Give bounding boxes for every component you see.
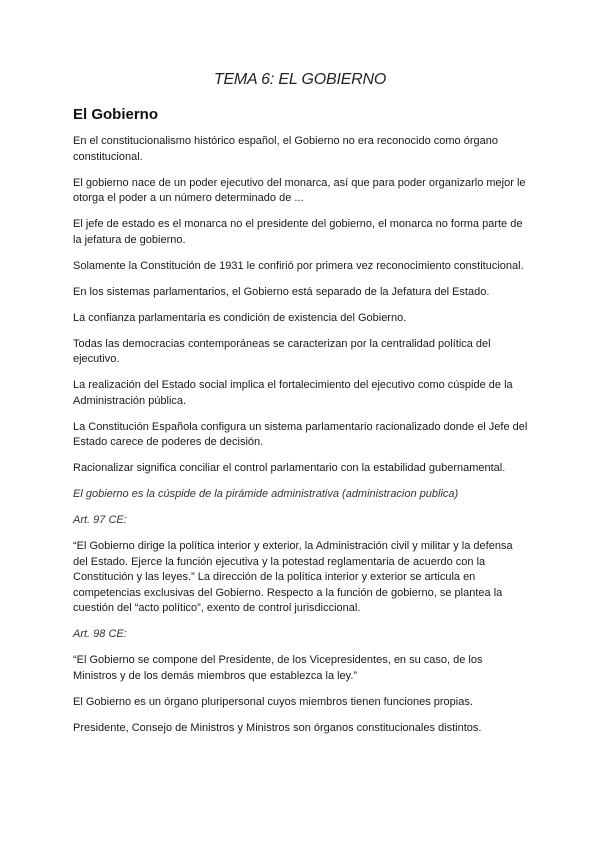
article-quote: “El Gobierno dirige la política interior y exterior, la Administración civil y militar y la defensa del Estado. Ejerce la función ejecutiva y la potestad reglamentaria de acuerdo con la Constitución y las leyes.” La dirección de la política interior y exterior se articula en competencias exclusivas del Gobierno. Respecto a la función de gobierno, se plantea la cuestión del “acto político”, exento de control jurisdiccional. [73,540,513,614]
paragraph: La realización del Estado social implica el fortalecimiento del ejecutivo como cúspide de la Administración pública. [73,379,513,407]
article-label: Art. 98 CE: [73,628,127,640]
paragraph: La Constitución Española configura un sistema parlamentario racionalizado donde el Jefe del Estado carece de poderes de decisión. [73,420,528,448]
document-body [73,134,529,747]
paragraph: En el constitucionalismo histórico español, el Gobierno no era reconocido como órgano constitucional. [73,135,498,163]
italic-subheading: El gobierno es la cúspide de la pirámide administrativa (administracion publica) [73,488,459,500]
paragraph: El Gobierno es un órgano pluripersonal cuyos miembros tienen funciones propias. [73,695,473,708]
paragraph: Todas las democracias contemporáneas se caracterizan por la centralidad política del ejecutivo. [73,337,491,365]
paragraph: Presidente, Consejo de Ministros y Ministros son órganos constitucionales distintos. [73,721,482,734]
paragraph: Racionalizar significa conciliar el control parlamentario con la estabilidad gubernamental. [73,462,506,474]
paragraph: La confianza parlamentaria es condición de existencia del Gobierno. [73,311,407,324]
article-quote: “El Gobierno se compone del Presidente, de los Vicepresidentes, en su caso, de los Ministros y de los demás miembros que establezca la ley.” [73,654,483,682]
article-label: Art. 97 CE: [73,514,127,526]
document-title: TEMA 6: EL GOBIERNO [213,71,387,88]
paragraph: Solamente la Constitución de 1931 le confirió por primera vez reconocimiento constitucional. [73,259,524,272]
paragraph: El jefe de estado es el monarca no el presidente del gobierno, el monarca no forma parte de la jefatura de gobierno. [73,218,523,246]
section-heading: El Gobierno [73,106,159,123]
paragraph: En los sistemas parlamentarios, el Gobierno está separado de la Jefatura del Estado. [73,285,490,298]
paragraph: El gobierno nace de un poder ejecutivo del monarca, así que para poder organizarlo mejor le otorga el poder a un número determinado de ... [73,176,526,204]
